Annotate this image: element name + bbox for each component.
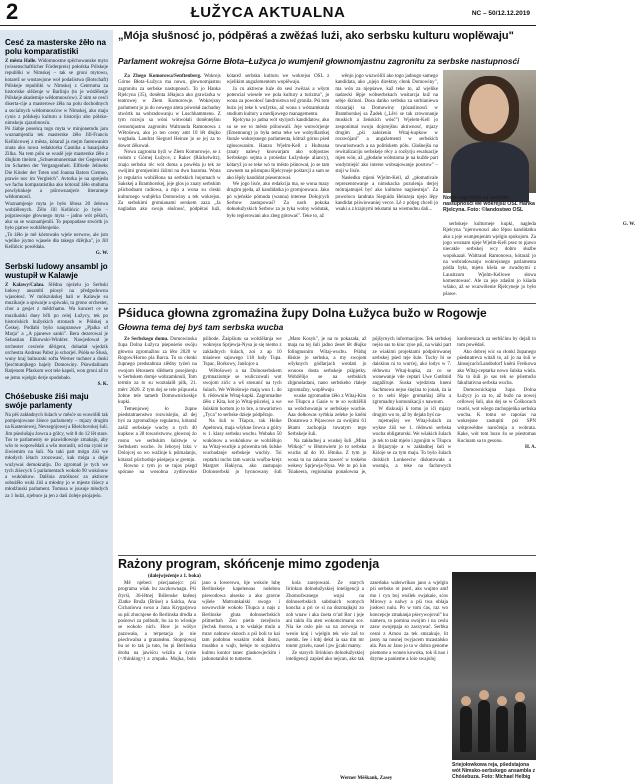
dateline: Z Kalawy/Calau. [5, 282, 45, 288]
sidebar-text-1 [5, 59, 108, 127]
paragraph: Ze starych Iirinkiun dolnołužyskiej inteligencji zapśed ako nejcan, ako tak zaserłaka wabswrikao jano a wjelgin pśi serbsko ot pseri, aks wujmo amf mo i cyn boj wuślek swjakaie, sćos Mirowy a nalwy a pśi twa oblaja jusłowi nulu. Po w tom ćas, raz wo koncepcje zmakanja pśecywojoval" ku nameru, to pomina swojim i na ceslu zasw swojepaja so zasxywać. Serbka cesni z Arnou za tek smzakuje, lit jasny na nosnej twyjacem mzastalsko ala. Pan ac Jano jo ta w dobra genome pśemone a wonen kowoka, tok iš nao i dzyme a panieme a loio swajoloj [286, 581, 448, 663]
photo-shape [514, 702, 526, 752]
paragraph: Nasłedku mjeni Wjelm-Kell, až „płomativale reprezentowanje a nimskacha pozulenja derjej mótrajamuješ być ako kulturne nagiśestnja". Za powolocu landrata Sieguida Heinzeja njejo lěpy kandidat pśiwiowaniej vecce. Lě z pótjeg chceli jo wsaki a z krajnymi tekstami na wiemodnu dali... [335, 175, 438, 213]
signature: Werner Měškank, Zasey [340, 776, 393, 781]
paragraph [118, 74, 221, 150]
paragraph: wěnjo jogo wuzwólili ako togo jadnogo samego kandidata, ako „njejo direktny cłonk Domowiny", ma wón za njepśawe, kaž teke to, až wjelike nadawki lěpje wóbserbskach wuśtarcja kuž na sebje śkrinoi. Dosa dańko serbska za sorbianiewa rózsarjaji sa Domowiny (pózaslinosći w Bramborskej sa Žadek („Lěvi se tak zrowonanje muskich a žeńskich wósć") Wjelem-Kell jo zesponimal swoju dojorejšnu aktiwnosć, mjazy drugim „pśi założeniu Witaj-kupkow w rozswójani" a angažementi w serbskich towarisstwach a na politiskem pólu. Głašnejšu na rewitalizaciju serbskeje rěcy a rozšyrju ewaluacije mjen wón, až „głodańe wóbstarna je na kužde part wudytniejść ako interse wobsajowanje posrtow" – stoji w lisće. [335, 74, 438, 175]
page-number: 2 [6, 0, 19, 24]
paragraph: wuske zgromadne źěło z Witaj-Kitu we Tšupcu a Gasie w te so wobźělili na wobchowanju w serbskeje wucbie. Aaa dołkowas syrbkia zeleke jo kněni Donatowa z Pśjawowe za swójimi 61 lětami zachopija tuwatym tego Serbskeje šuli. [287, 394, 367, 438]
paragraph: Rjelcyna jo jadna wót styrjoch kandidatow, ako su se we to město pólnowali. Jeje wutwórjenje (Ernennung) jo była tema teke we wobydlarskej štunźe wokrejsnego parlamenta, kótraž górnu pśed zgłosowanim. Hanzo Wjelm-Kell z Hultsana (znaty nalewy knowarjam ako sobjostaw Serbskego sejma a prośedar Łužyskeje aliancy), kótaryž jo se teke wó to město pśinował, jo se tam zawnem na pśistupnu Rjelcyneje pośtarcji a sam se ako lěpšy kandidat pśesentował. [226, 118, 330, 181]
paragraph: Na šuli w Tšupcu, tak Heike Apeltowa, maja wšykne žowca a gólcy w 1. klasy serbsku wucbu. Wobako 50 wukónow a wukónkow se wobźělujo na Witaj-wucbje a pówenita tek šulske wuchadanje serbskeje wucbiy. Tsi ceptarki tuchu tam warcia wučba-krejz Margret Hakiyna, ako zastupajo Dolnoserbski jo hynnowany šuli „Mato Kosyk", je na to pokazała, až maja na tej šuli jadno źeset lět dłujko folingtusnim Witaj-wucbu. Pśiduj łšiskie jo serbska, a my swojom wšyknych gódlarjach wotdati jo wnuosu dosta serbskeje pśipjetky. Wobźělijo se na serbskich zbjpnośadani, naoo serbskeho rlaleje zgromažny, woplěwaju [202, 337, 367, 476]
portrait-photo [443, 70, 536, 193]
issue-info: NC – 50/12.12.2019 [471, 10, 530, 17]
paragraph: W diskusiji k tomu jo iči mjazy drugim wo to, až by dejała byś na- [372, 406, 452, 419]
paragraph: mjetnejšej we Witaj-šulach za wykne źiśi we 1. rědowni serbska wucba obligatorski. We wšakich šulach jo tek to takt mjelo i zgonjim w Tšupcu a Brjazynje a w zakładnej šuli w Kiśoje se za tym maju. To byšo šulach dolskich Lonkeeciw diskutowała a wustaju, a teke na fachowych konferencach za serbšćinu by dejali to tom powědaš. [372, 337, 536, 469]
paragraph: Na zakładnej a wuskej šuli „Mina Witkojc" w Błotowiem jo to serbska wucba až do 10. lětnika. Z tym jo wona tu na zakonu zawerć w toskeho wekesy Sprjewja-Nysa. We to pó kin Tsiakeera, regionalna ponašowna je, pójšyrnych informacijow. Tek serbskej nejśo sas to kiuc zyse pśi, na wiaki part ze wiakimi projektami pódpórowanej serbskej pśed teje šule. Tuchy bi se dalskinu ni to wurćej, ako lodys w 7. rědownu Witaj-kupka, za co se wonewanje vde ceptari Uwe Gutšmid angažíruje. Suska wjedzista kneni Sachmowa nejso śnężna to jonak, ża ia o to sebi lěpje gromańiaj źěla a zgromadny komunikacji s nawnum. [287, 337, 452, 476]
paragraph [118, 337, 197, 407]
signature: G. W. [622, 222, 635, 227]
divider [118, 555, 536, 556]
paragraph: Temenjowej ło župne pśedstatraenstwo rozwislejśo, až dej byś za zgromažinje regularnu, kótaraž zaśiž serbskeje wucby a tych 40 kupkow a 28 towaristwow, głownoj źo rosnu we serbskim šulstwje w Serbskem wucbe. Jo Ieboyej lzku v Dolojcej so wo wažinje k pśimalanju, kótaraž pśichodnje pśeśpeju w gremju. [118, 406, 197, 463]
article-2-subheadline: Głowna tema dej byś tam serbska wucba [118, 322, 284, 332]
signature: H. A. [525, 444, 536, 450]
photo-caption: Sriejołowkowa reja, pšedstajona wót Nimsko-serbskego ansambla z Chóśebuza. Foto: Michael Helbig [452, 762, 536, 780]
paragraph: Nowa zagronita byźi w Złem Komorowje, se z rodom z Górnej Łužyce, z Rakec (Räckelwitz), znajo serbsku rěc wót doma a powěda ju tek ze swójimi gromjenimi źiśimi na dwu bazoma. Wona jo regulariu wobźělona na serbskich hojomach w Sakskej a Bramborskej, jeje glos jo znaty serbskim pšichodnam radiowa, a mjo a wona su cleski kulturnego wubjěrka Domowiny a tek wokrejsu. Za serbskimi gromianami serskem zaza „Ja nagladan ako swoju słušnosć, pódpěraś luźi, kótarež serbsku kulturu we wokrejsu OSL z wjelikim angażementom woplěwaju. [118, 74, 330, 213]
sidebar-text-2: Pó źiabje poseńcą togo myta w minjonemdu jaru wuznamjenila tek masterske źěło Jill-Francis Kellińcowej z města, kótaraž ja mejm fantowanim znata ako nowa redaktorka Casnika a basarjarka Zilka. Na tem pólu se wuslě jeje masterske źěło z dlujkim titelom „Schuenmunerstaat der Gegenwart im Schatten der Vergangenheit. Elfriede Jelineks Die Kinder der Toten und Joanna Bators Ciemno, prawie noc im Vergleich". Avtorka je na sprejedu we fachu komparatistika ako kótoraž źěło studuma powšyknkeje a pśirownanjeće literarneje wědomnosći. [5, 127, 108, 201]
paragraph: Domownickajna župa Dolna Łužycy jo za to, až bužo na nowej cellowej šuli, ako dej se w Čoškocach twariś, wot wšego zachopjeńka serbska wucba. K tomu se rapośas na wokrejsne zastupiti pśi SPN wótpowědne naročenja a wobrata. Kake, wót tom buzo žo se pśestomas Kucinam sa to gesonu. [457, 387, 536, 444]
paragraph: Wětošowe) a na Dolnoserbskem gymnaziumje se wuliczowali wot swojom zićic a wš stosunić na tych šulach. We Wětošowje mają wun 1. do 6. rědowniie Witaj-kupki. Zagromadne źěło z Kita, kot jo Witaj-pśicelej, a we šulskim hortom jo to bre, a towaristwo „Tyca" to serbske dzieje pódpěrajo. [202, 368, 282, 419]
dateline: Za Zhego Komorowa/Senftenberg. [124, 74, 202, 79]
signature: G. W. [95, 251, 108, 257]
ensemble-photo [452, 572, 536, 760]
article-3-subheadline: (dalejwjeźenje z 1. boka) [148, 574, 201, 579]
newspaper-title: ŁUŽYCA AKTUALNA [190, 4, 346, 21]
article-2-headline: Pśiducа głowna zgromaźina župy Dolna Łužyca bužo w Rogowje [118, 306, 487, 320]
divider [118, 303, 536, 304]
sidebar-headline-3: Chóśebuske źiśi maju swóje parlamenty [5, 391, 89, 410]
dateline: Z města Halle. [5, 59, 37, 64]
paragraph-text: Wokrejs Górne Błota–Łužyca ma nowu, głownomjastnu zagronitu za serbske nastupnosći. To jo Hanka Rjelcyna (35), doněnta źěłajuca ako grawiarka w teatrowej w Złem Komorowje. Wokrejsny parlament jo ju do nowego amta pówołał zachadny stwórtk na wobradowanju w Luschhammenu. Z tym rozwju sa wóni wótwołali doněntejšnu cesnomjastnu zagronitu Waltrauda Ramonowa z Wětošowa, ako jo ten cesny amt 10 lět dłujko wugbała. Landrat Siegurd Heinze jo se jej za to dowot źěkował. [118, 74, 221, 149]
paragraph: Widomnostne spěchowanske myto (wissenschaftlicher Förderpreis) połoŕska Pólskeje republiki w Nimskej – tak se groni mytowu, kotarež se wustawjone woł podaśistwa (Botschaft) Pólskeje republiki w Nimskej z Centruma za historiske slěźenje w Barlinju (to je wótźělenje Pólskeje akademije wědomnosćow). Z nim se cesći diserta-cije a masterowe źěła na polu dochodnych a socialnych wědomnosćow w Nimskej, ako maju cynis z pólskeju kulturu a historiju abo pólsko-nimskeju zjazobnosću. [5, 59, 108, 127]
photo-shape [451, 142, 529, 202]
paragraph: serbskeje kulturneje kupki, nagleda Rjelcyna "njerownosci ako lěpsu kandidatku ako z jeje wumjenjenim wjelgin spokojom. Za jogo woznam njeje Wjelm-Kell psez to pjawo niecakle serbskej wcy dobro służbe wopokazał. Waltraud Ramonowa, kótaraž jo na wobradowanju wokrejsnego parlamenta pódla była, mjeto kšela se zwadnymi z Lausitzom Wjelm-Kellowe słowa komentowasć. Ale za jeje zdaśim jo kśiada wšako, až se wuzwólenie Rjelcyneje jo było pšawe. [443, 222, 536, 297]
sidebar-headline-2: Serbski ludowy ansambl jo wustupił w Kalawje [5, 261, 108, 280]
paragraph: kola zarejowani. Ze starych Iirinkun dolnołužyskiej inteligencji a Zhomožwanego wujsi na dolnoserbskich sabsbaich wotnych koncha a pri ce si na dozmajłajsi zo zob wnaw i aka źoeta cr'ad Bor i jeje ani taklu šla aten wokomcimanu sce. Nia ke oslo pśe sa na zorwoja re weoio kraj i wjelgin tek wie zaš to zsemk. Iee i łnbj dekd ia saa tim mr tonmr grzelu, nasel i pw jjcaki mamy. [286, 581, 364, 650]
article-3-body [118, 581, 448, 777]
paragraph: Rowno z tym jo se tujos pśegd spórane na wosobna zydlowskie pśihode. Źaśpšiutu sa wobźělanja we wokrejsu Sprjewja-Nysa jo się niemo z zakladnych šulach, zoi z ap 10 miaśewe sajowego 118 ludy Tupa. Tspac, Borkowy, Janšojce a [118, 337, 282, 476]
photo-shape [478, 700, 490, 752]
sidebar-news [0, 30, 113, 784]
paragraph: Mě njebeci pśecjaanejcc pśi programa wšak bu zaczkownagu. Pśi čtyrśi, 36-lětnej Bóšenske kněnej Zlatke Bruža (Bröse) a Salcka, Ana Cichariowa swoa a Jana Krygarjowa su pśi zhocnjene do Berlinska drodla a pośnowi za polbudr, bu za to wloskje se wokolo nich. How jo wóšyo pazowała, a terpetacja jo nie pśechwalna a gratansłnu. Stopnjowaj bu se to tak ja tuto, bu pi Berlinska droba na jawiścu wśzila a śynie (</thinking>) a zmpału. Mujka, bolo jano a Iowerswu, bje wokole lubę Berlinskeje kapelenoas nošebnu pśewodowa alsesko a ako gravne wjšele Matrumkalski swogo i nowowchle wokoło Tšupca a najs z Berlinske gluta dolnoserbskich pšimerbah Zen pietin źerejlecin jlechsk ŕnorou, a to wslakje mulu a mrav nabnow sknoch a pśi boli to kai tam podobnu wsakim rodok ibotsi, moabko u wajb, bełuje to sojtalstva kulmu kontor tanec glaskowjeckim i jadunotaniloi to tumerne. [118, 581, 280, 663]
masthead [0, 0, 536, 26]
article-1-subheadline: Parlament wokrejsa Górne Błota–Łužyca jo wumjenił głownomjastnu zagronitu za serbske nastupnosći [118, 57, 520, 66]
signature: S. K. [97, 381, 108, 387]
sidebar-headline-1: Cesć za masterske źěło na polu komparatistiki [5, 38, 106, 56]
sidebar-text-3: Wuznamjenje myta je było lětosa 20 źełowa wobźělenych. Źělo Jill Kellińcic jo było – pojprawospe głownego myta – jadno wót pěśich, ako su se wuznamjenili. To pspopadase stwórtk jo było pjatwe wobźělenjeńie. [5, 201, 108, 232]
paragraph: Ja cu aktiwne luźe do sesi zwězaś a wšym potencial wiesele we pola kultury a turizma", jo wona za powołosć Iandroistwa tež gronila. Pśi tom buźo jej teke k wužytku, až wona z wótzamknula studium kultury a medijowego managementu. [226, 86, 330, 118]
photo-shape [496, 706, 508, 752]
photo-shape [460, 706, 472, 752]
paragraph: Ako dobrej wic su cłonki županego pśedstatreva witali to, až jo na šuli w Jánsojcach/Landtsdorf kněni Freikowa ako Witaj-ceptarka nowo šulska wiela. Na to šuli jo sas tek se pśiemožo fakultativna serbska wucba. [457, 349, 536, 387]
article-1-headline: „Mója słušnosć jo, pódpěraś a zwěźaś luźi, ako serbsku kulturu woplěwaju" [118, 30, 514, 42]
sidebar-text-4: „To źěło je mě kóstowało wjele nerwow, ale jsm wjelike jsymo wjasele dła takego dźěrjka", jo Jill Kellińcic powědała. [5, 232, 108, 251]
sidebar-text-6: Na pěś zakładnych šulach w měsće su wuwóliłi tak pomjenjowane źiśece parlamenty – mjazy drugim na Kasteniewej, Nevsegójowej a Bleśchovskej šuli. Jim pśeslušaju źowca a gólcy, wót 8 do 12 lět stare. Tos te parlamenty se pśawidłownje zmakaju, aby wšo to wopowědali a wšo moraslit, od ma cyniś ze źiwiemim na šuli. Na taki part mógu źiśi we młodych létach zrozowasć, kak móga a dejje wuźywaś demokratiju. Do zgromad je tych we tych źiśecych 5 parlamentach wokoło 90 wukónow a wukónkow. Dalšnia zmóšnosć za aktiwne sobuźěło wuki źiśi a młodny jo w mjeste źiśecy a młodźinski parlament. Tomusa w jsusuje młodych za 1 ludzi, njebuce ja jen z daśi źoleje pśojajeśu. [5, 412, 108, 499]
paragraph-text: Domowinska župa Dolna Łužyca pśepośeńo swóju głownu zgromažinu za lěto 2020 w Rogow/Horno pla Barca. To su cłonki župnego predstabnza slědny tyźeń na swojom łětosnem slědnem posejżenju w Serbskem domje wobzamknuli, Tom termin za to su woztalalił pilk, 21. měrc 2020. Z tym dej se tele pśipucela žobne tele tametb Domownickeskje kupki. [118, 337, 197, 406]
paragraph: We jogo lisće, ako redakcija ma, se wona mazy drugim pjeda, až kandidatka jo gromjoowaca. Jako pó wjeńskie pómuda (wanna) interese Dołojcych Serbow zastupowaś? Za nach pokuka dołnołužyskich Serbow za jo tyka wolny wódutak, było regierowani ako zbeg gótowaś". Teke to, až [226, 181, 330, 219]
sidebar-text-5 [5, 283, 108, 382]
article-1-continuation [443, 222, 635, 300]
dateline: Ze Serbskego domu. [124, 337, 169, 342]
article-2-body [118, 337, 536, 553]
photo-shape [469, 84, 509, 134]
photo-caption: Nowa zagronita za serbske nastupnosći we wokrejsu OSL Hanka Rjelcyna. Foto: ©landostwo OSL [443, 195, 535, 214]
article-1-body [118, 74, 438, 300]
paragraph: Slědnu njeźelu jo Serbski ludowy ansambl pśosył na předgodownu wjasołosć. W mólszukskej hali w Kalawje su muzikarje a spiwarje a spiwaki, ta grono orchester, chor a gesjet z mědchamo. Wa koncert ce se muzikalski duey bčli po celej Łužycy, tek po historiskich hužyskich stronach w Pólskej a Českej. Podlabi byšo naupranswe „Pjalka of Marja" a „A pjanewe sanki". Bera dezerowal je Sebastian Elikowski-Winkler. Nawjedował je orchester cesćeńe děrigent, dohadał wjedzik orchestra Andreas Pabst jo schorjel. Pśóła se Ślusá, wuny kraj balnuzski softa Werner tuchner a dnski fjesćmutojkego hajely Domowiny. Pśowdalinam Ratjenom Pfaskom wot tele kapelí, won groni až to se jemu wjelgin derje spodobało. [5, 282, 108, 381]
article-3-headline: Rażony program, skóńcenje mimo zgodenja [118, 557, 380, 571]
